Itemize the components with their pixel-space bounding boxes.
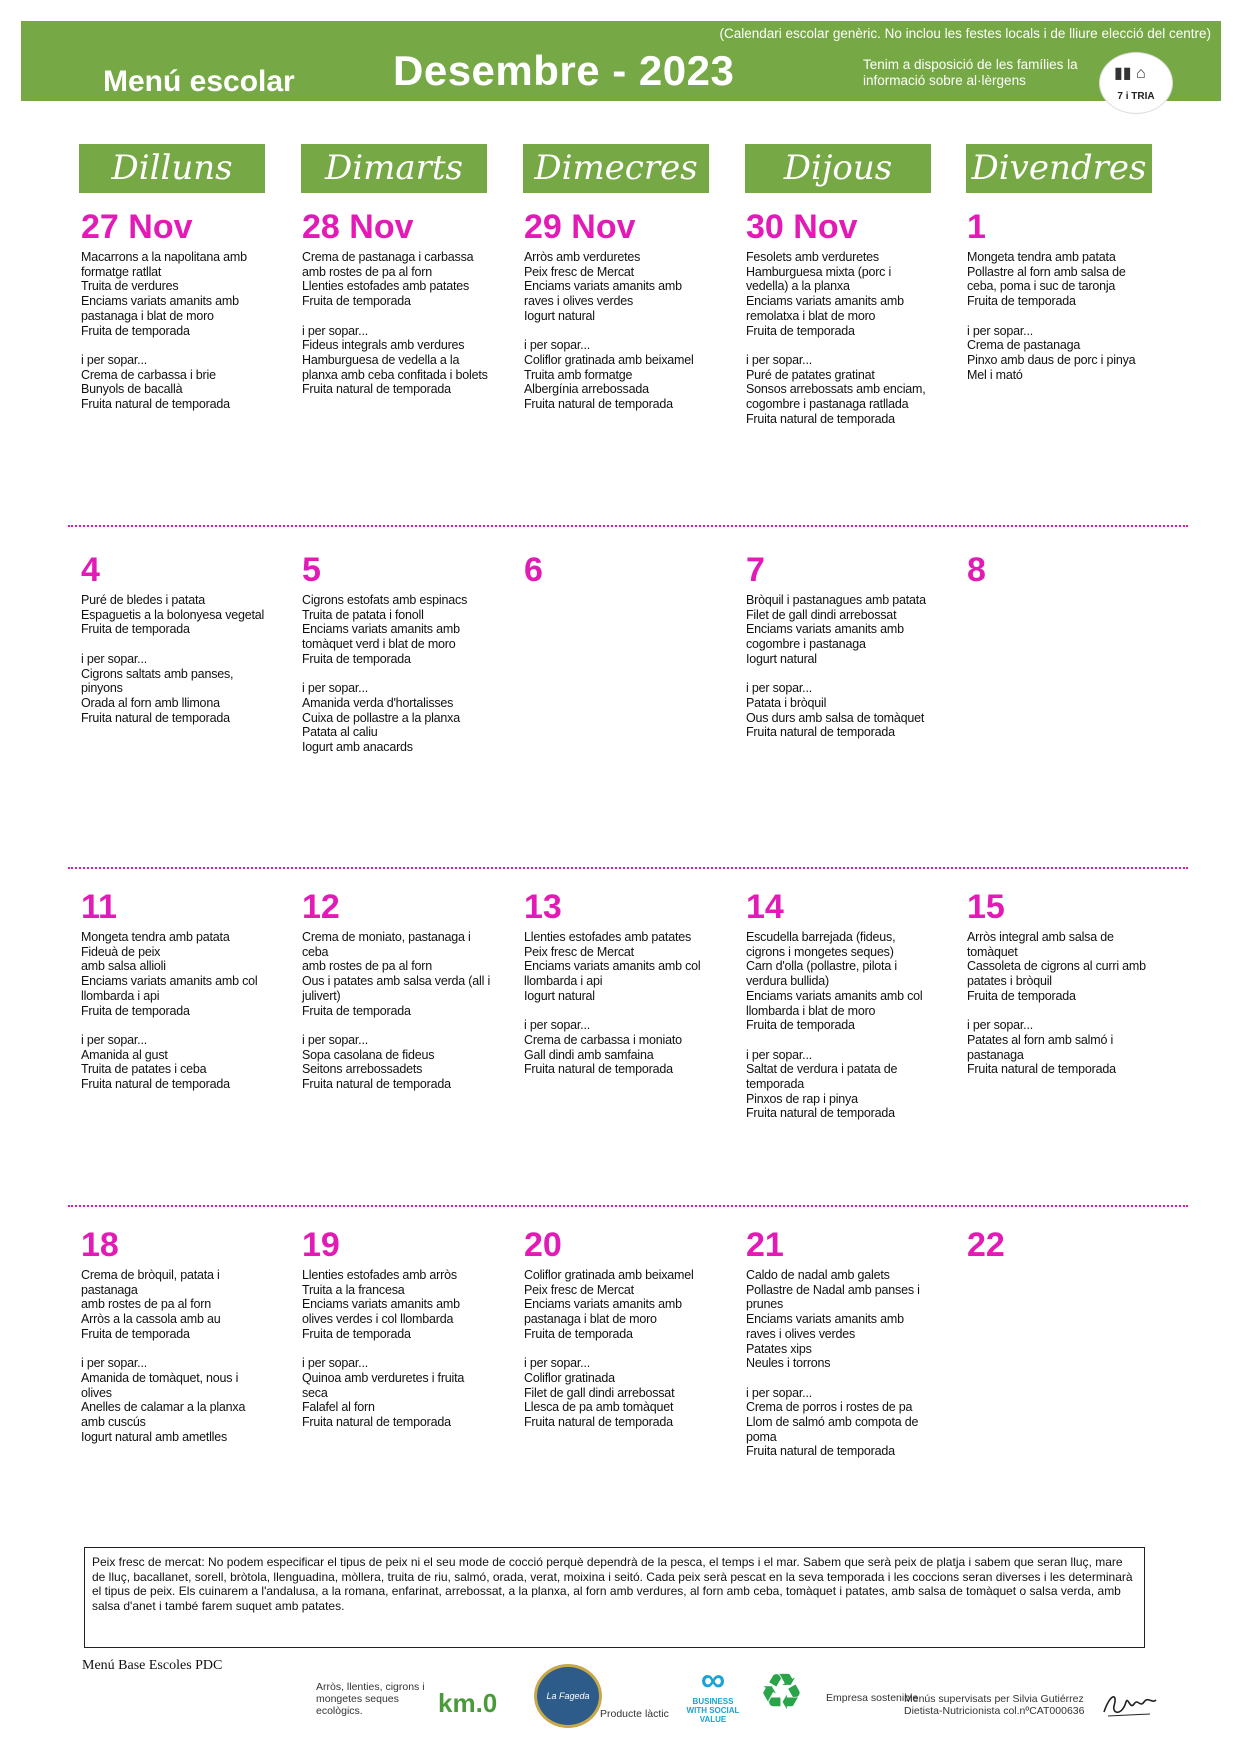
menu-item: Coliflor gratinada <box>524 1370 615 1385</box>
menu-item: Enciams variats amanits amb cogombre i pastanaga <box>746 622 908 652</box>
menu-item: Crema de porros i rostes de pa <box>746 1400 913 1415</box>
menu-item: i per sopar... <box>302 323 368 338</box>
menu-item: i per sopar... <box>81 1356 147 1371</box>
menu-items <box>302 1268 492 1430</box>
day-date: 15 <box>967 888 1005 926</box>
day-date: 11 <box>81 888 117 926</box>
menu-item: i per sopar... <box>967 323 1033 338</box>
menu-item: Llom de salmó amb compota de poma <box>746 1415 922 1444</box>
hanger-icon: ▮▮ ⌂ <box>1114 65 1146 82</box>
menu-spacer <box>746 338 936 353</box>
allergen-note: Tenim a disposició de les famílies la informació sobre al·lèrgens <box>863 57 1078 88</box>
menu-item: Fruita natural de temporada <box>746 1444 895 1459</box>
menu-spacer <box>746 667 936 682</box>
menu-item: Iogurt amb anacards <box>302 740 413 755</box>
menu-item: Fruita de temporada <box>302 1326 411 1341</box>
menu-item: Enciams variats amanits amb remolatxa i blat de moro <box>746 294 908 323</box>
menu-item: Cassoleta de cigrons al curri amb patates i bròquil <box>967 959 1150 989</box>
day-cell <box>746 207 936 426</box>
menu-item: Caldo de nadal amb galets <box>746 1268 890 1282</box>
menu-items <box>524 1268 714 1430</box>
menu-item: Crema de pastanaga <box>967 338 1081 353</box>
day-cell <box>967 550 1157 593</box>
menu-item: Patata al caliu <box>302 725 378 740</box>
menu-item: Amanida de tomàquet, nous i olives <box>81 1370 242 1400</box>
menu-item: Fruita de temporada <box>81 1326 190 1341</box>
menu-items <box>746 593 936 740</box>
menu-item: Bròquil i pastanagues amb patata <box>746 593 926 607</box>
menu-items <box>302 930 492 1092</box>
menu-item: i per sopar... <box>524 1018 590 1033</box>
menu-item: Peix fresc de Mercat <box>524 944 634 959</box>
menu-item: Enciams variats amanits amb raves i olives verdes <box>524 279 686 309</box>
menu-item: Pinxos de rap i pinya <box>746 1091 858 1106</box>
menu-item: Llenties estofades amb patates <box>302 279 470 294</box>
menu-item: Fruita natural de temporada <box>302 1077 451 1092</box>
supervisor-license: Dietista-Nutricionista col.nºCAT000636 <box>904 1705 1085 1717</box>
menu-item: Sopa casolana de fideus <box>302 1047 435 1062</box>
menu-item: Fruita de temporada <box>746 1018 855 1033</box>
menu-label: Menú escolar <box>103 65 295 98</box>
menu-items <box>81 930 271 1092</box>
menu-item: Enciams variats amanits amb col llombarda i blat de moro <box>746 988 930 1018</box>
km0-logo: km.0 <box>438 1688 498 1718</box>
menu-item: Amanida al gust <box>81 1047 168 1062</box>
menu-item: i per sopar... <box>81 1032 147 1047</box>
menu-item: Fruita de temporada <box>81 1003 190 1018</box>
menu-items <box>746 930 936 1121</box>
menu-items <box>302 250 492 397</box>
menu-item: Pollastre al forn amb salsa de ceba, poma i suc de taronja <box>967 264 1129 294</box>
menu-item: i per sopar... <box>967 1018 1033 1033</box>
infinity-icon: ∞ <box>700 1661 726 1699</box>
menu-item: Truita de patates i ceba <box>81 1062 207 1077</box>
day-date: 19 <box>302 1226 340 1264</box>
menu-item: Crema de carbassa i moniato <box>524 1032 682 1047</box>
menu-item: i per sopar... <box>302 681 368 696</box>
menu-item: Macarrons a la napolitana amb formatge ratllat <box>81 250 251 279</box>
menu-item: Enciams variats amanits amb pastanaga i blat de moro <box>524 1297 686 1327</box>
menu-item: Mongeta tendra amb patata <box>81 930 230 944</box>
day-date: 14 <box>746 888 784 926</box>
menu-item: Fruita natural de temporada <box>81 710 230 725</box>
menu-spacer <box>81 637 271 652</box>
menu-item: Arròs integral amb salsa de tomàquet <box>967 930 1118 959</box>
menu-item: Sonsos arrebossats amb enciam, cogombre i pastanaga ratllada <box>746 382 929 412</box>
weekday-header: Dilluns <box>79 144 265 193</box>
menu-item: Albergínia arrebossada <box>524 382 649 397</box>
day-date: 21 <box>746 1226 784 1264</box>
menu-spacer <box>302 309 492 324</box>
menu-spacer <box>524 1004 714 1019</box>
menu-item: Cigrons estofats amb espinacs <box>302 593 468 607</box>
day-date: 7 <box>746 551 765 589</box>
page-title: Desembre - 2023 <box>393 47 735 94</box>
menu-spacer <box>967 1004 1157 1019</box>
menu-items <box>524 250 714 412</box>
menu-item: Crema de moniato, pastanaga i ceba <box>302 930 474 959</box>
menu-item: Cuixa de pollastre a la planxa <box>302 710 460 725</box>
menu-item: Fruita natural de temporada <box>524 397 673 412</box>
menu-item: Saltat de verdura i patata de temporada <box>746 1062 901 1092</box>
day-date: 29 Nov <box>524 208 636 246</box>
menu-spacer <box>524 1342 714 1357</box>
menu-item: Truita de patata i fonoll <box>302 607 424 622</box>
menu-item: Quinoa amb verduretes i fruita seca <box>302 1370 468 1400</box>
menu-item: Anelles de calamar a la planxa amb cuscús <box>81 1400 249 1430</box>
menu-item: Fruita de temporada <box>302 1003 411 1018</box>
day-cell <box>524 550 714 593</box>
menu-item: amb rostes de pa al forn <box>302 959 432 974</box>
menu-item: Llesca de pa amb tomàquet <box>524 1400 674 1415</box>
day-date: 27 Nov <box>81 208 193 246</box>
menu-item: Fruita de temporada <box>81 622 190 637</box>
day-date: 8 <box>967 551 986 589</box>
menu-item: Fruita de temporada <box>524 1326 633 1341</box>
brand-logo <box>1099 52 1173 114</box>
menu-item: Filet de gall dindi arrebossat <box>746 607 897 622</box>
menu-items <box>524 930 714 1077</box>
menu-items <box>81 593 271 725</box>
menu-spacer <box>967 309 1157 324</box>
menu-spacer <box>524 324 714 339</box>
menu-item: Fesolets amb verduretes <box>746 250 879 264</box>
menu-spacer <box>81 338 271 353</box>
menu-item: Crema de carbassa i brie <box>81 367 216 382</box>
menu-item: i per sopar... <box>746 1385 812 1400</box>
day-cell <box>524 1225 714 1430</box>
menu-item: Fruita natural de temporada <box>81 397 230 412</box>
menu-item: Falafel al forn <box>302 1400 375 1415</box>
menu-items <box>81 1268 271 1444</box>
menu-item: Fruita de temporada <box>967 294 1076 309</box>
day-cell <box>81 887 271 1092</box>
menu-item: Fruita de temporada <box>746 323 855 338</box>
day-cell <box>746 550 936 740</box>
menu-item: Gall dindi amb samfaina <box>524 1047 654 1062</box>
menu-item: i per sopar... <box>746 352 812 367</box>
eco-note: Arròs, llenties, cigrons i mongetes seques ecològics. <box>316 1681 425 1717</box>
weekday-header: Dijous <box>745 144 931 193</box>
fish-note: Peix fresc de mercat: No podem especificar el tipus de peix ni el seu mode de cocció perquè dependrà de la pesca, el temps i el mar. Sabem que serà peix de platja i sabem que seran lluç, mare de lluç, bacallanet, sorell, bròtola, llenguadina, mòllera, truita de riu, salmó, orada, verat, moixina i seitó. Cada peix serà pescat en la seva temporada i les coccions seran diverses i les determinarà el tipus de peix. Els cuinarem a l'andalusa, a la romana, enfarinat, arrebossat, a la planxa, al forn amb verdures, al forn amb ceba, tomàquet i patates, amb salsa de tomàquet o salsa verda, amb salsa d'anet i també farem suquet amb patates. <box>84 1547 1145 1648</box>
menu-item: Crema de bròquil, patata i pastanaga <box>81 1268 223 1297</box>
menu-item: Pinxo amb daus de porc i pinya <box>967 352 1136 367</box>
day-date: 1 <box>967 208 986 246</box>
menu-item: Puré de bledes i patata <box>81 593 205 607</box>
menu-item: Iogurt natural amb ametlles <box>81 1429 228 1444</box>
menu-item: Coliflor gratinada amb beixamel <box>524 1268 694 1282</box>
menu-item: Cigrons saltats amb panses, pinyons <box>81 666 237 696</box>
day-date: 30 Nov <box>746 208 858 246</box>
dairy-label: Producte làctic <box>600 1708 669 1720</box>
menu-items <box>967 930 1157 1077</box>
weekday-header: Divendres <box>966 144 1152 193</box>
weekday-header: Dimecres <box>523 144 709 193</box>
day-cell <box>302 1225 492 1430</box>
menu-item: Filet de gall dindi arrebossat <box>524 1385 675 1400</box>
menu-item: i per sopar... <box>81 352 147 367</box>
menu-item: Fideuà de peix <box>81 944 161 959</box>
menu-item: Enciams variats amanits amb pastanaga i blat de moro <box>81 294 243 323</box>
menu-item: Orada al forn amb llimona <box>81 695 220 710</box>
sustainable-label: Empresa sostenible <box>826 1692 919 1704</box>
menu-item: Fruita de temporada <box>302 651 411 666</box>
menu-spacer <box>81 1018 271 1033</box>
menu-item: Escudella barrejada (fideus, cigrons i mongetes seques) <box>746 930 899 959</box>
menu-item: Llenties estofades amb arròs <box>302 1268 457 1282</box>
menu-item: Iogurt natural <box>524 308 595 323</box>
day-date: 22 <box>967 1226 1005 1264</box>
menu-item: i per sopar... <box>746 1047 812 1062</box>
signature-icon <box>1100 1686 1160 1722</box>
day-cell <box>967 1225 1157 1268</box>
menu-items <box>746 250 936 426</box>
week-separator <box>68 867 1188 869</box>
menu-item: Carn d'olla (pollastre, pilota i verdura bullida) <box>746 959 901 989</box>
menu-item: Neules i torrons <box>746 1356 831 1371</box>
day-cell <box>81 1225 271 1444</box>
menu-item: Mel i mató <box>967 367 1023 382</box>
day-cell <box>81 550 271 725</box>
menu-item: Iogurt natural <box>524 988 595 1003</box>
menu-spacer <box>302 1018 492 1033</box>
header-banner <box>21 21 1221 101</box>
menu-item: Fruita de temporada <box>967 988 1076 1003</box>
calendar-note: (Calendari escolar genèric. No inclou les festes locals i de lliure elecció del centre) <box>719 26 1211 41</box>
farm-logo: La Fageda <box>534 1664 602 1728</box>
footer-base: Menú Base Escoles PDC <box>82 1658 223 1673</box>
menu-item: Peix fresc de Mercat <box>524 264 634 279</box>
menu-items <box>967 250 1157 382</box>
menu-item: Fruita natural de temporada <box>524 1062 673 1077</box>
menu-item: Truita a la francesa <box>302 1282 405 1297</box>
menu-item: Enciams variats amanits amb olives verdes i col llombarda <box>302 1297 464 1327</box>
menu-item: Mongeta tendra amb patata <box>967 250 1116 264</box>
day-date: 5 <box>302 551 321 589</box>
recycle-icon: ♻ <box>759 1664 804 1720</box>
day-date: 18 <box>81 1226 119 1264</box>
menu-item: Arròs amb verduretes <box>524 250 641 264</box>
menu-item: Fruita natural de temporada <box>524 1415 673 1430</box>
menu-item: Enciams variats amanits amb col llombarda i api <box>524 959 708 989</box>
menu-item: Llenties estofades amb patates <box>524 930 692 944</box>
day-cell <box>967 207 1157 382</box>
menu-item: Fruita natural de temporada <box>746 411 895 426</box>
menu-item: Fruita natural de temporada <box>746 725 895 740</box>
menu-spacer <box>81 1342 271 1357</box>
menu-item: Seitons arrebossadets <box>302 1062 423 1077</box>
menu-item: Peix fresc de Mercat <box>524 1282 634 1297</box>
menu-item: amb salsa allioli <box>81 959 166 974</box>
menu-item: Patates xips <box>746 1341 812 1356</box>
day-cell <box>524 887 714 1077</box>
menu-item: Espaguetis a la bolonyesa vegetal <box>81 607 265 622</box>
menu-item: Fruita natural de temporada <box>302 382 451 397</box>
day-cell <box>746 887 936 1121</box>
day-cell <box>967 887 1157 1077</box>
supervisor-name: Menús supervisats per Silvia Gutiérrez <box>904 1693 1084 1705</box>
menu-item: Patata i bròquil <box>746 695 827 710</box>
menu-item: Truita amb formatge <box>524 367 633 382</box>
week-separator <box>68 525 1188 527</box>
social-value-logo <box>683 1663 743 1724</box>
menu-item: i per sopar... <box>81 651 147 666</box>
menu-spacer <box>746 1033 936 1048</box>
menu-item: Fruita natural de temporada <box>967 1062 1116 1077</box>
menu-item: Fruita natural de temporada <box>302 1415 451 1430</box>
menu-items <box>746 1268 936 1459</box>
menu-item: amb rostes de pa al forn <box>81 1297 211 1312</box>
supervisor-note <box>904 1693 1084 1717</box>
logo-text: 7 i TRIA <box>1117 91 1155 102</box>
day-cell <box>746 1225 936 1459</box>
menu-item: Crema de pastanaga i carbassa amb rostes de pa al forn <box>302 250 477 279</box>
day-date: 4 <box>81 551 100 589</box>
menu-item: Fideus integrals amb verdures <box>302 338 465 353</box>
weekday-header: Dimarts <box>301 144 487 193</box>
day-cell <box>302 207 492 397</box>
menu-item: Bunyols de bacallà <box>81 382 183 397</box>
day-date: 28 Nov <box>302 208 414 246</box>
menu-item: Fruita de temporada <box>81 323 190 338</box>
menu-items <box>81 250 271 412</box>
menu-item: Fruita natural de temporada <box>81 1077 230 1092</box>
menu-item: Ous durs amb salsa de tomàquet <box>746 710 925 725</box>
day-cell <box>302 887 492 1092</box>
menu-item: Puré de patates gratinat <box>746 367 875 382</box>
menu-item: Enciams variats amanits amb raves i olives verdes <box>746 1312 908 1341</box>
day-date: 20 <box>524 1226 562 1264</box>
menu-spacer <box>746 1371 936 1386</box>
menu-item: Hamburguesa mixta (porc i vedella) a la planxa <box>746 264 895 294</box>
menu-item: Pollastre de Nadal amb panses i prunes <box>746 1282 924 1312</box>
menu-item: Hamburguesa de vedella a la planxa amb ceba confitada i bolets <box>302 352 488 382</box>
menu-item: Patates al forn amb salmó i pastanaga <box>967 1032 1117 1062</box>
day-cell <box>302 550 492 755</box>
week-separator <box>68 1205 1188 1207</box>
menu-item: i per sopar... <box>302 1032 368 1047</box>
day-date: 6 <box>524 551 543 589</box>
menu-spacer <box>302 667 492 682</box>
menu-item: i per sopar... <box>524 1356 590 1371</box>
menu-item: Enciams variats amanits amb tomàquet verd i blat de moro <box>302 622 464 652</box>
day-date: 12 <box>302 888 340 926</box>
social-value-label: BUSINESS WITH SOCIAL VALUE <box>686 1697 740 1724</box>
menu-item: i per sopar... <box>524 338 590 353</box>
menu-item: Truita de verdures <box>81 279 179 294</box>
menu-item: Coliflor gratinada amb beixamel <box>524 352 694 367</box>
menu-spacer <box>302 1342 492 1357</box>
menu-item: i per sopar... <box>302 1356 368 1371</box>
menu-items <box>302 593 492 755</box>
menu-item: Ous i patates amb salsa verda (all i julivert) <box>302 974 494 1003</box>
menu-item: Fruita natural de temporada <box>746 1106 895 1121</box>
day-cell <box>81 207 271 412</box>
menu-item: i per sopar... <box>746 681 812 696</box>
day-cell <box>524 207 714 412</box>
menu-item: Iogurt natural <box>746 651 817 666</box>
day-date: 13 <box>524 888 562 926</box>
menu-item: Arròs a la cassola amb au <box>81 1312 221 1327</box>
menu-item: Enciams variats amanits amb col llombarda i api <box>81 974 265 1003</box>
menu-item: Fruita de temporada <box>302 294 411 309</box>
menu-item: Amanida verda d'hortalisses <box>302 695 454 710</box>
